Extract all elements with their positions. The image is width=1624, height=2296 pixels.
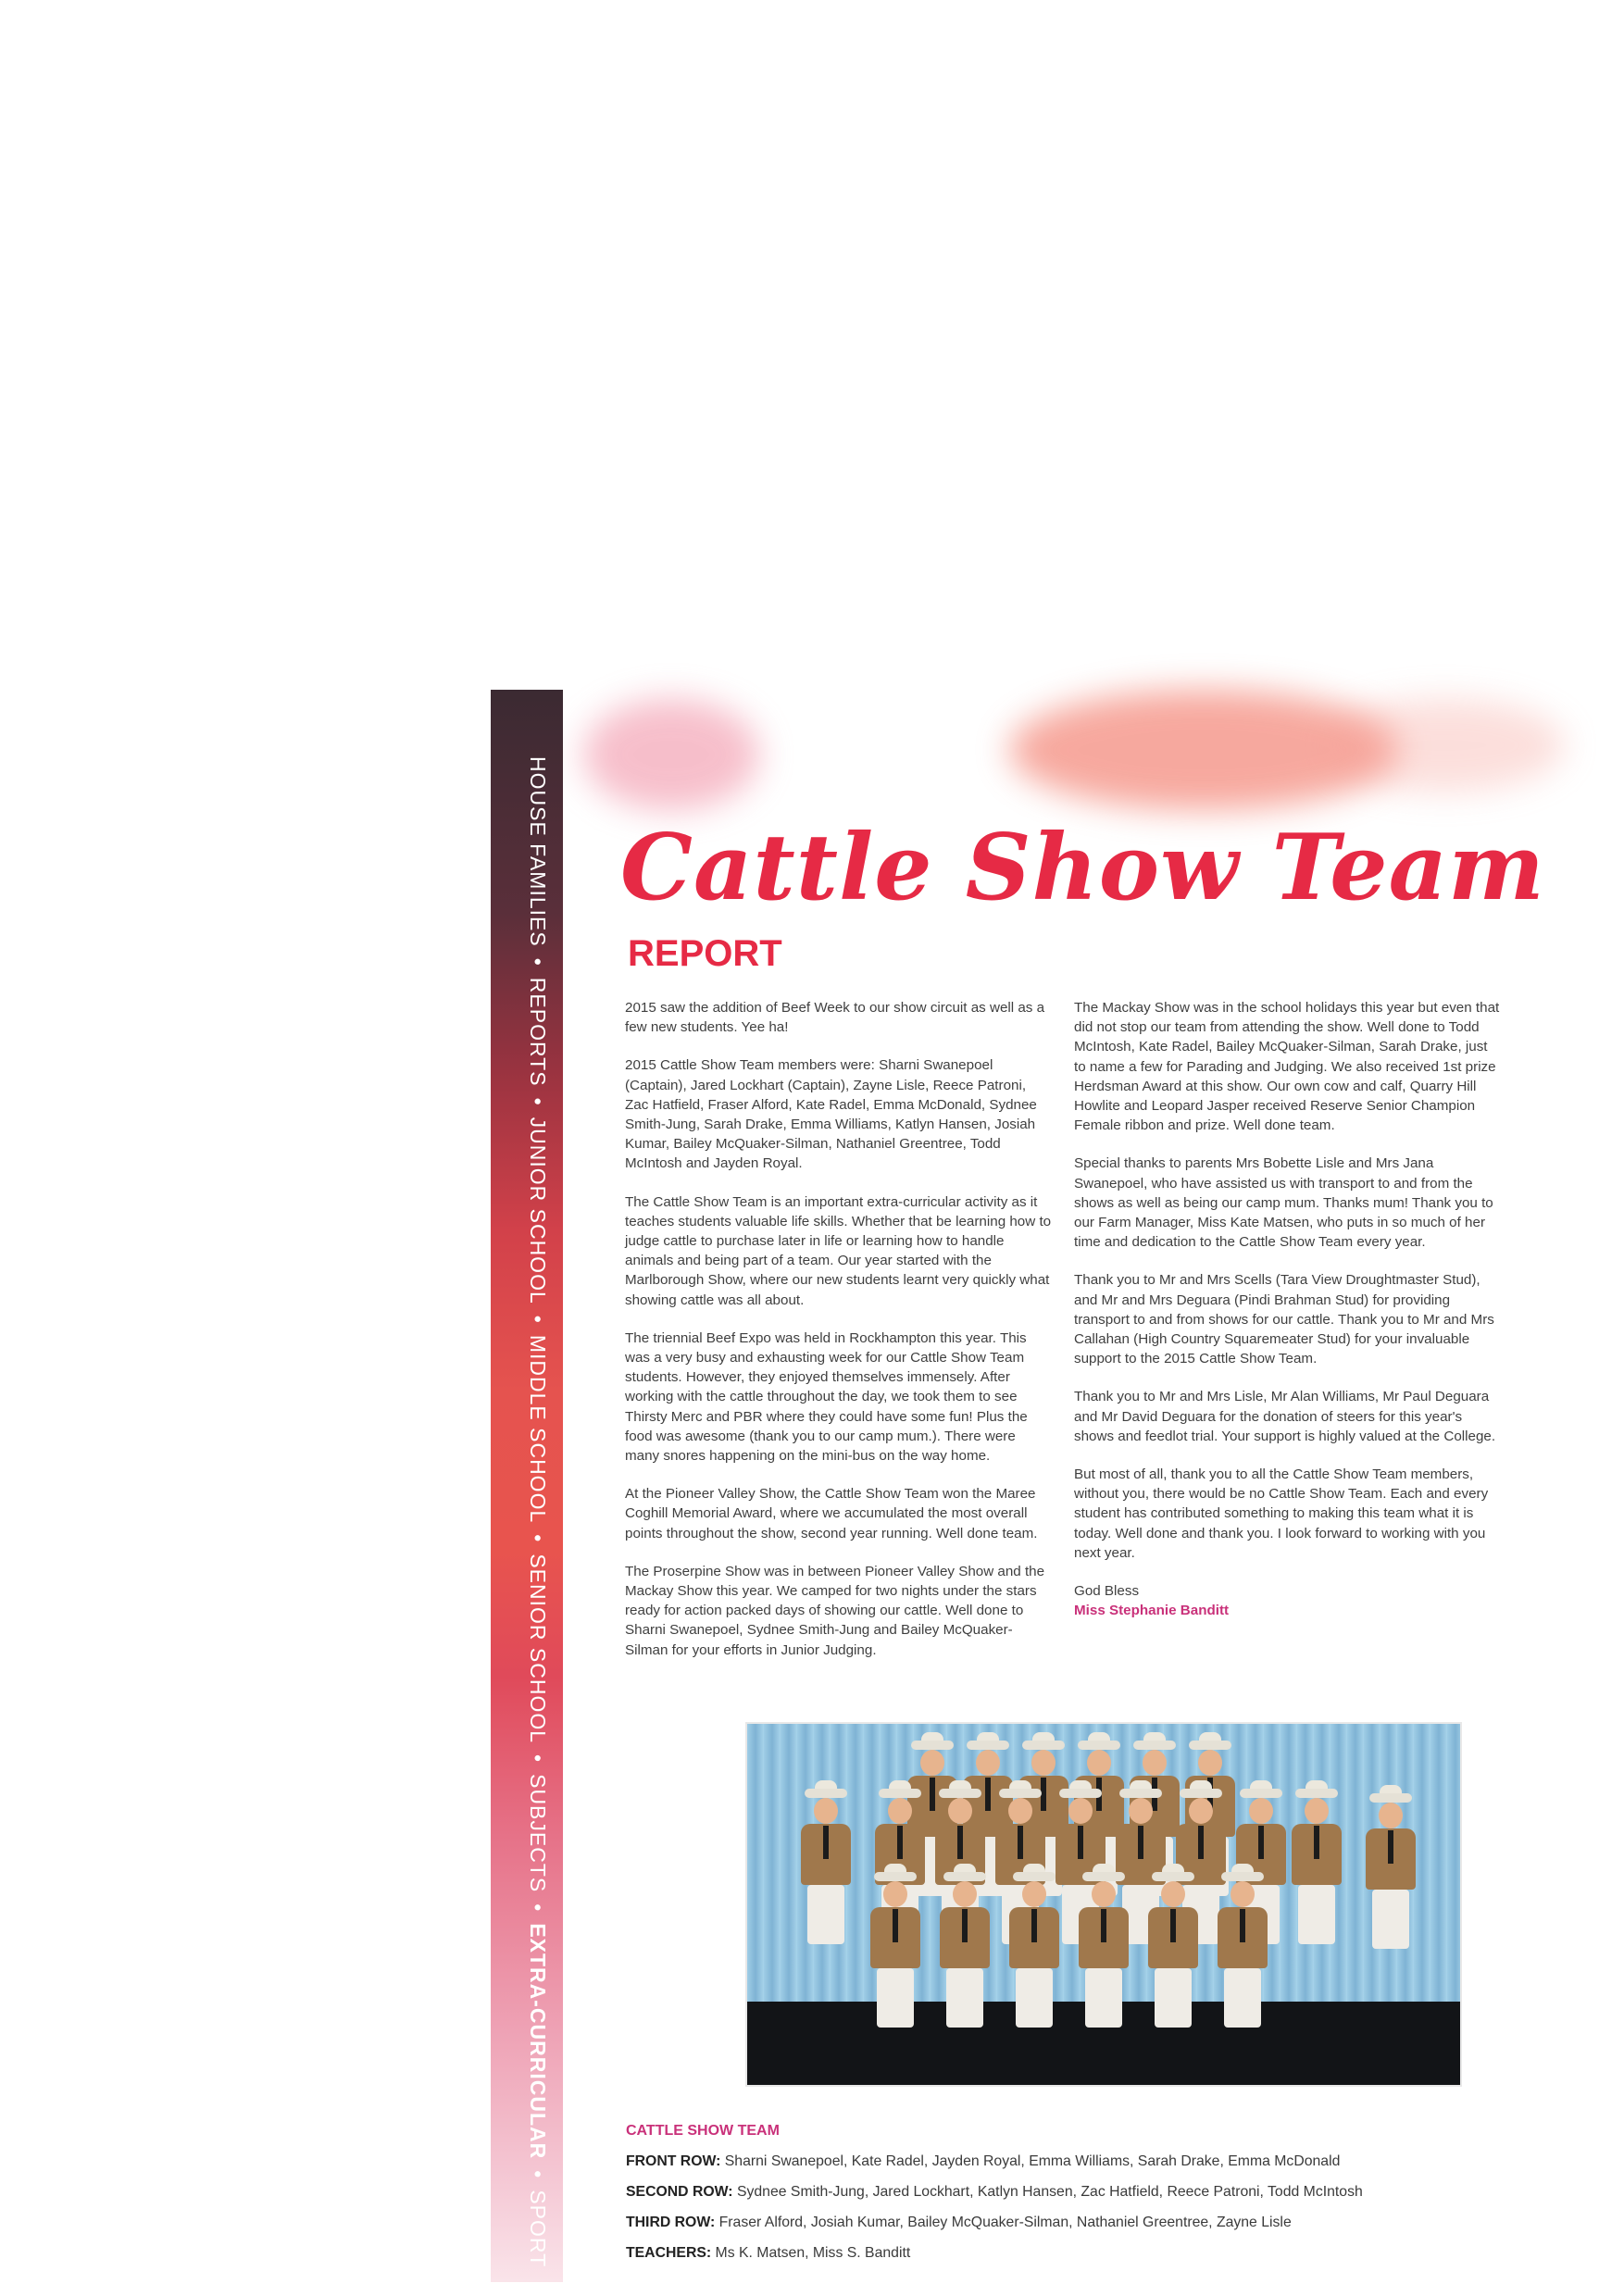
photo-caption (626, 2115, 1363, 2268)
page-title: Cattle Show Team (620, 815, 1545, 921)
page-subtitle: REPORT (628, 933, 782, 974)
watercolor-splash (1324, 699, 1565, 792)
sidebar-item-house-families: HOUSE FAMILIES (526, 756, 550, 947)
paragraph: 2015 saw the addition of Beef Week to our show circuit as well as a few new students. Yee ha! (625, 1000, 1045, 1036)
caption-title: CATTLE SHOW TEAM (626, 2123, 780, 2139)
paragraph: 2015 Cattle Show Team members were: Sharni Swanepoel (Captain), Jared Lockhart (Captain), Zayne Lisle, Reece Patroni, Zac Hatfield, Fraser Alford, Kate Radel, Emma McDonald, Sydnee Smith-Jung, Sarah Drake, Emma Williams, Katlyn Hansen, Josiah Kumar, Bailey McQuaker-Silman, Nathaniel Greentree, Todd McIntosh and Jayden Royal. (625, 1057, 1037, 1172)
paragraph: Thank you to Mr and Mrs Scells (Tara View Droughtmaster Stud), and Mr and Mrs Deguara (Pindi Brahman Stud) for providing transport to and from shows for our cattle. Thank you to Mr and Mrs Callahan (High Country Squaremeater Stud) for your invaluable support to the 2015 Cattle Show Team. (1074, 1272, 1494, 1367)
sidebar-item-subjects: SUBJECTS (526, 1774, 550, 1893)
sidebar-item-sport: SPORT (526, 2190, 550, 2268)
article-left-column (625, 998, 1053, 1678)
yearbook-page (491, 690, 1593, 2282)
caption-teachers: TEACHERS: Ms K. Matsen, Miss S. Banditt (626, 2245, 911, 2261)
sidebar-item-middle-school: MIDDLE SCHOOL (526, 1334, 550, 1524)
paragraph: The triennial Beef Expo was held in Rockhampton this year. This was a very busy and exhausting week for our Cattle Show Team students. However, they enjoyed themselves immensely. After working with the cattle throughout the day, we took them to see Thirsty Merc and PBR where they could have some fun! Plus the food was awesome (thank you to our camp mum.). There were many snores happening on the mini-bus on the way home. (625, 1329, 1028, 1465)
team-photo (745, 1722, 1462, 2087)
section-sidebar (491, 690, 563, 2282)
article-right-column (1074, 998, 1502, 1620)
sidebar-item-extra-curricular: EXTRA-CURRICULAR (526, 1923, 550, 2160)
signoff-closing: God Bless (1074, 1583, 1140, 1600)
caption-second-row: SECOND ROW: Sydnee Smith-Jung, Jared Lockhart, Katlyn Hansen, Zac Hatfield, Reece Patroni, Todd McIntosh (626, 2184, 1363, 2200)
signoff-name: Miss Stephanie Banditt (1074, 1603, 1230, 1619)
paragraph: The Cattle Show Team is an important extra-curricular activity as it teaches students valuable life skills. Whether that be learning how to judge cattle to purchase later in life or learning how to handle animals and being part of a team. Our year started with the Marlborough Show, where our new students learnt very quickly what showing cattle was all about. (625, 1193, 1052, 1308)
paragraph: Thank you to Mr and Mrs Lisle, Mr Alan Williams, Mr Paul Deguara and Mr David Deguara for the donation of steers for this year's shows and feedlot trial. Your support is highly valued at the College. (1074, 1389, 1496, 1444)
sidebar-item-reports: REPORTS (526, 977, 550, 1087)
sidebar-nav-text: HOUSE FAMILIES•REPORTS•JUNIOR SCHOOL•MIDDLE SCHOOL•SENIOR SCHOOL•SUBJECTS•EXTRA-CURRICULAR•SPORT (526, 756, 550, 2268)
paragraph: The Mackay Show was in the school holidays this year but even that did not stop our team from attending the show. Well done to Todd McIntosh, Kate Radel, Bailey McQuaker-Silman, Sarah Drake, just to name a few for Parading and Judging. We also received 1st prize Herdsman Award at this show. Our own cow and calf, Quarry Hill Howlite and Leopard Jasper received Reserve Senior Champion Female ribbon and prize. Well done team. (1074, 1000, 1500, 1134)
sidebar-item-senior-school: SENIOR SCHOOL (526, 1554, 550, 1744)
signoff (1074, 1581, 1502, 1620)
paragraph: At the Pioneer Valley Show, the Cattle Show Team won the Maree Coghill Memorial Award, where we accumulated the most overall points throughout the show, second year running. Well done team. (625, 1486, 1038, 1541)
caption-front-row: FRONT ROW: Sharni Swanepoel, Kate Radel, Jayden Royal, Emma Williams, Sarah Drake, Emma McDonald (626, 2153, 1341, 2169)
paragraph: But most of all, thank you to all the Cattle Show Team members, without you, there would be no Cattle Show Team. Each and every student has contributed something to making this team what it is today. Well done and thank you. I look forward to working with you next year. (1074, 1466, 1489, 1561)
caption-third-row: THIRD ROW: Fraser Alford, Josiah Kumar, Bailey McQuaker-Silman, Nathaniel Greentree, Zayne Lisle (626, 2215, 1292, 2230)
watercolor-splash (583, 699, 759, 810)
paragraph: The Proserpine Show was in between Pioneer Valley Show and the Mackay Show this year. We camped for two nights under the stars ready for action packed days of showing our cattle. Well done to Sharni Swanepoel, Sydnee Smith-Jung and Bailey McQuaker-Silman for your efforts in Junior Judging. (625, 1563, 1045, 1658)
paragraph: Special thanks to parents Mrs Bobette Lisle and Mrs Jana Swanepoel, who have assisted us with transport to and from the shows as well as being our camp mum. Thanks mum! Thank you to our Farm Manager, Miss Kate Matsen, who puts in so much of her time and dedication to the Cattle Show Team every year. (1074, 1155, 1493, 1251)
sidebar-item-junior-school: JUNIOR SCHOOL (526, 1117, 550, 1304)
